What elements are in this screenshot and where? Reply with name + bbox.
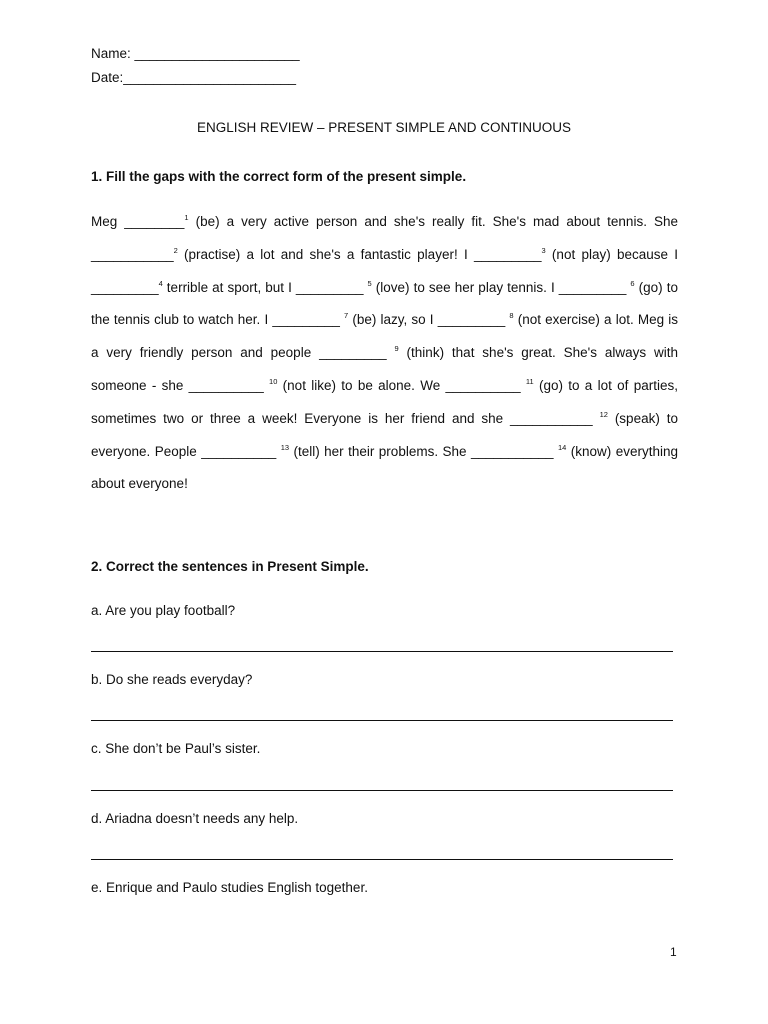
gap-number: 5 bbox=[367, 278, 372, 288]
answer-line-b bbox=[91, 720, 673, 721]
paragraph-text: (not exercise) a lot. Meg is a very friendly person and people _________ bbox=[91, 312, 678, 361]
question-a: a. Are you play football? bbox=[91, 603, 236, 618]
paragraph-text: (practise) a lot and she's a fantastic player! I _________ bbox=[177, 246, 542, 262]
gap-number: 12 bbox=[599, 409, 608, 419]
paragraph-text: (love) to see her play tennis. I _________ bbox=[371, 279, 631, 295]
date-field: Date:_______________________ bbox=[91, 70, 296, 85]
paragraph-text: (go) to the tennis club to watch her. I _________ bbox=[91, 279, 678, 328]
answer-line-d bbox=[91, 859, 673, 860]
paragraph-text: (go) to a lot of parties, sometimes two or three a week! Everyone is her friend and she ___________ bbox=[91, 377, 678, 426]
gap-number: 11 bbox=[525, 376, 534, 386]
gap-number: 7 bbox=[344, 311, 349, 321]
paragraph-text: (not play) because I _________ bbox=[91, 246, 678, 295]
answer-line-c bbox=[91, 790, 673, 791]
exercise-2-heading: 2. Correct the sentences in Present Simple. bbox=[91, 559, 369, 574]
paragraph-text: terrible at sport, but I _________ bbox=[162, 279, 368, 295]
worksheet-title: ENGLISH REVIEW – PRESENT SIMPLE AND CONTINUOUS bbox=[196, 120, 572, 135]
gap-number: 1 bbox=[184, 213, 189, 222]
name-field: Name: ______________________ bbox=[91, 46, 300, 61]
gap-number: 4 bbox=[158, 278, 163, 288]
paragraph-text: (think) that she's great. She's always with someone - she __________ bbox=[91, 345, 679, 393]
exercise-1-paragraph bbox=[91, 206, 678, 501]
paragraph-text: Meg ________ bbox=[91, 214, 185, 229]
paragraph-text: (speak) to everyone. People __________ bbox=[91, 410, 678, 459]
question-e: e. Enrique and Paulo studies English together. bbox=[91, 880, 368, 895]
answer-line-a bbox=[91, 651, 673, 652]
paragraph-text: (not like) to be alone. We __________ bbox=[277, 377, 526, 393]
paragraph-text: (be) a very active person and she's really fit. She's mad about tennis. She ___________ bbox=[91, 214, 679, 262]
paragraph-text: (tell) her their problems. She ___________ bbox=[289, 443, 558, 459]
page-number: 1 bbox=[670, 945, 677, 959]
gap-number: 14 bbox=[557, 442, 567, 452]
question-c: c. She don’t be Paul’s sister. bbox=[91, 741, 261, 756]
gap-number: 10 bbox=[269, 376, 278, 386]
gap-number: 2 bbox=[173, 245, 178, 255]
paragraph-text: (be) lazy, so I _________ bbox=[348, 312, 510, 328]
question-b: b. Do she reads everyday? bbox=[91, 672, 253, 687]
gap-number: 8 bbox=[509, 311, 514, 321]
question-d: d. Ariadna doesn’t needs any help. bbox=[91, 811, 299, 826]
paragraph-text: (know) everything about everyone! bbox=[91, 443, 678, 492]
gap-number: 3 bbox=[541, 245, 546, 255]
gap-number: 6 bbox=[630, 278, 635, 288]
gap-number: 13 bbox=[280, 442, 290, 452]
gap-number: 9 bbox=[394, 344, 399, 354]
exercise-1-heading: 1. Fill the gaps with the correct form of the present simple. bbox=[91, 169, 467, 184]
